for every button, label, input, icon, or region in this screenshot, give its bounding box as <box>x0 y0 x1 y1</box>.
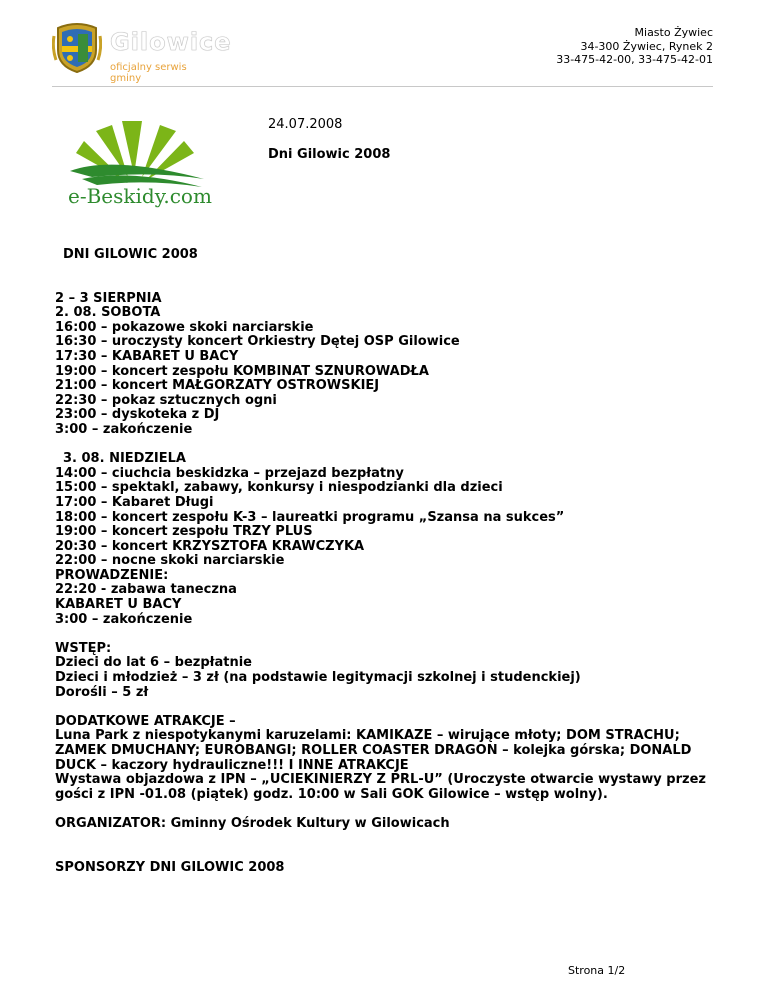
address-block <box>556 26 713 67</box>
schedule-line: 14:00 – ciuchcia beskidzka – przejazd bezpłatny <box>55 465 404 481</box>
schedule-line: 23:00 – dyskoteka z DJ <box>55 407 220 423</box>
organizer-line: ORGANIZATOR: Gminny Ośrodek Kultury w Gilowicach <box>55 815 450 831</box>
schedule-line: 22:00 – nocne skoki narciarskie <box>55 553 285 569</box>
schedule-line: 16:30 – uroczysty koncert Orkiestry Dętej OSP Gilowice <box>55 334 460 350</box>
brand-subtitle: oficjalny serwis gminy <box>110 62 187 84</box>
site-logo <box>52 22 232 84</box>
schedule-line: 15:00 – spektakl, zabawy, konkursy i niespodzianki dla dzieci <box>55 480 503 496</box>
header-divider <box>52 86 713 87</box>
address-line: Miasto Żywiec <box>634 26 713 39</box>
article-body <box>55 248 735 875</box>
schedule-line: KABARET U BACY <box>55 597 182 613</box>
schedule-line: 2. 08. SOBOTA <box>55 305 161 321</box>
partner-logo-text: e-Beskidy.com <box>68 184 212 208</box>
schedule-line: 21:00 – koncert MAŁGORZATY OSTROWSKIEJ <box>55 378 380 394</box>
page-number: Strona 1/2 <box>568 964 626 977</box>
schedule-line: 22:20 - zabawa taneczna <box>55 582 237 598</box>
attractions-line: DODATKOWE ATRAKCJE – <box>55 713 236 729</box>
schedule-line: 16:00 – pokazowe skoki narciarskie <box>55 319 314 335</box>
brand-name: Gilowice <box>110 28 232 56</box>
entry-line: WSTĘP: <box>55 640 112 656</box>
attractions-line: Luna Park z niespotykanymi karuzelami: KAMIKAZE – wirujące młoty; DOM STRACHU; ZAMEK DMUCHANY; EUROBANGI; ROLLER COASTER DRAGON – kolejka górska; DONALD DUCK – kaczory hydrauliczne!!! I INNE ATRAKCJE <box>55 728 692 773</box>
schedule-line: 19:00 – koncert zespołu TRZY PLUS <box>55 524 313 540</box>
attractions-line: Wystawa objazdowa z IPN – „UCIEKINIERZY Z PRL-U” (Uroczyste otwarcie wystawy przez gości z IPN -01.08 (piątek) godz. 10:00 w Sali GOK Gilowice – wstęp wolny). <box>55 772 706 802</box>
entry-line: Dorośli – 5 zł <box>55 684 149 700</box>
schedule-line: 17:30 – KABARET U BACY <box>55 348 239 364</box>
crest-logo-icon <box>52 22 102 74</box>
schedule-line: 3:00 – zakończenie <box>55 421 193 437</box>
schedule-line: 20:30 – koncert KRZYSZTOFA KRAWCZYKA <box>55 538 365 554</box>
e-beskidy-sun-logo-icon <box>62 113 212 211</box>
entry-line: Dzieci do lat 6 – bezpłatnie <box>55 655 252 671</box>
schedule-line: PROWADZENIE: <box>55 567 169 583</box>
entry-line: Dzieci i młodzież – 3 zł (na podstawie legitymacji szkolnej i studenckiej) <box>55 670 581 686</box>
schedule-line: 22:30 – pokaz sztucznych ogni <box>55 392 277 408</box>
schedule-line: 17:00 – Kabaret Długi <box>55 494 214 510</box>
schedule-line: 18:00 – koncert zespołu K-3 – laureatki programu „Szansa na sukces” <box>55 509 565 525</box>
schedule-line: 19:00 – koncert zespołu KOMBINAT SZNUROWADŁA <box>55 363 429 379</box>
address-line: 34-300 Żywiec, Rynek 2 <box>580 39 713 53</box>
schedule-line: 2 – 3 SIERPNIA <box>55 290 162 306</box>
address-line: 33-475-42-00, 33-475-42-01 <box>556 53 713 66</box>
schedule-line: 3:00 – zakończenie <box>55 611 193 627</box>
article-date: 24.07.2008 <box>268 117 343 132</box>
article-title: Dni Gilowic 2008 <box>268 147 391 162</box>
sponsors-line: SPONSORZY DNI GILOWIC 2008 <box>55 859 285 875</box>
day2-header: 3. 08. NIEDZIELA <box>63 451 186 467</box>
article-heading: DNI GILOWIC 2008 <box>63 247 198 262</box>
